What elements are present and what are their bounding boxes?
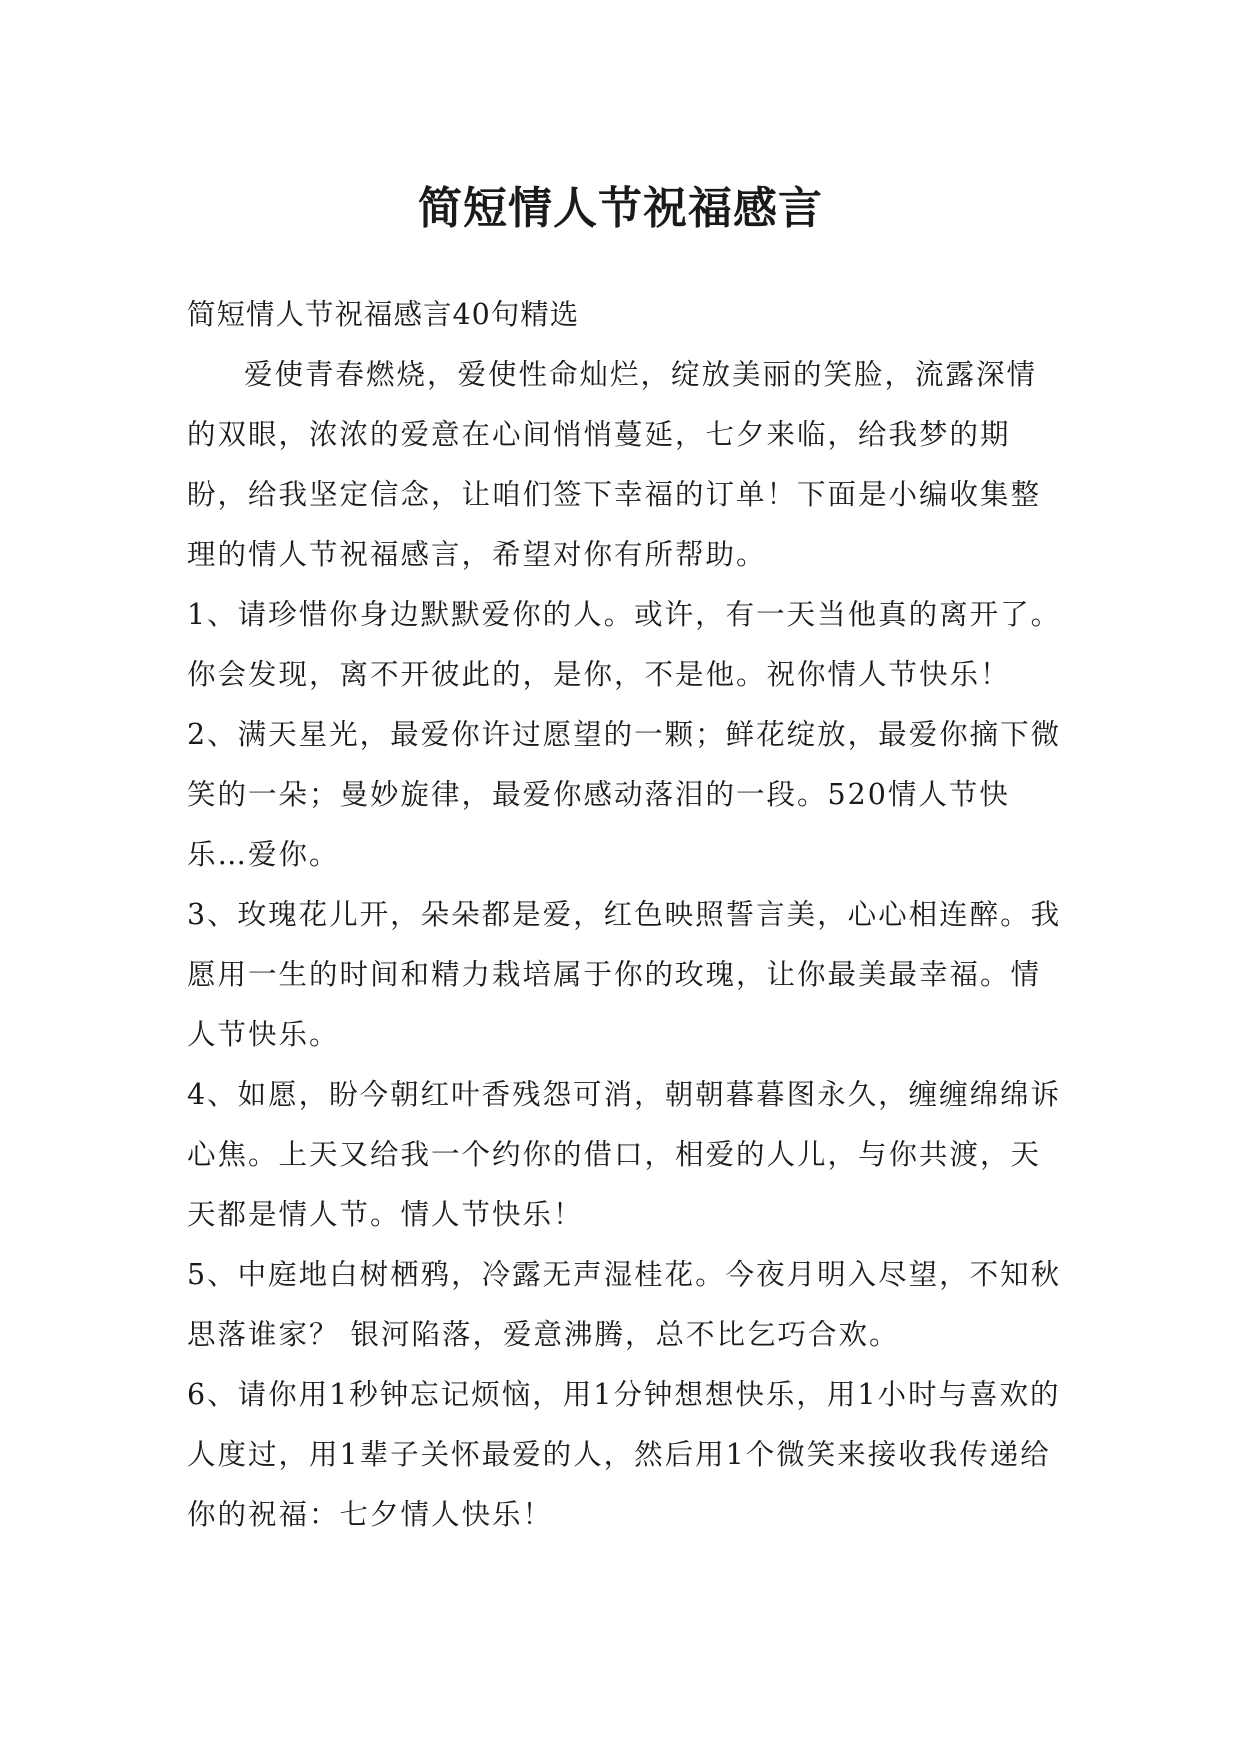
list-item: 6、请你用1秒钟忘记烦恼，用1分钟想想快乐，用1小时与喜欢的人度过，用1辈子关怀最爱的人，然后用1个微笑来接收我传递给你的祝福：七夕情人快乐！	[187, 1378, 1061, 1531]
list-item: 2、满天星光，最爱你许过愿望的一颗；鲜花绽放，最爱你摘下微笑的一朵；曼妙旋律，最爱你感动落泪的一段。520情人节快乐…爱你。	[187, 718, 1062, 871]
list-item: 1、请珍惜你身边默默爱你的人。或许，有一天当他真的离开了。你会发现，离不开彼此的，是你，不是他。祝你情人节快乐！	[187, 598, 1062, 691]
document-body	[187, 285, 1067, 1545]
list-item: 5、中庭地白树栖鸦，冷露无声湿桂花。今夜月明入尽望，不知秋思落谁家？ 银河陷落，爱意沸腾，总不比乞巧合欢。	[187, 1258, 1062, 1351]
intro-paragraph: 爱使青春燃烧，爱使性命灿烂，绽放美丽的笑脸，流露深情的双眼，浓浓的爱意在心间悄悄蔓延，七夕来临，给我梦的期盼，给我坚定信念，让咱们签下幸福的订单！下面是小编收集整理的情人节祝福感言，希望对你有所帮助。	[187, 358, 1042, 571]
list-item: 4、如愿，盼今朝红叶香残怨可消，朝朝暮暮图永久，缠缠绵绵诉心焦。上天又给我一个约你的借口，相爱的人儿，与你共渡，天天都是情人节。情人节快乐！	[187, 1078, 1062, 1231]
document-title: 简短情人节祝福感言	[418, 183, 823, 235]
document-subtitle: 简短情人节祝福感言40句精选	[187, 298, 580, 331]
list-item: 3、玫瑰花儿开，朵朵都是爱，红色映照誓言美，心心相连醉。我愿用一生的时间和精力栽培属于你的玫瑰，让你最美最幸福。情人节快乐。	[187, 898, 1062, 1051]
